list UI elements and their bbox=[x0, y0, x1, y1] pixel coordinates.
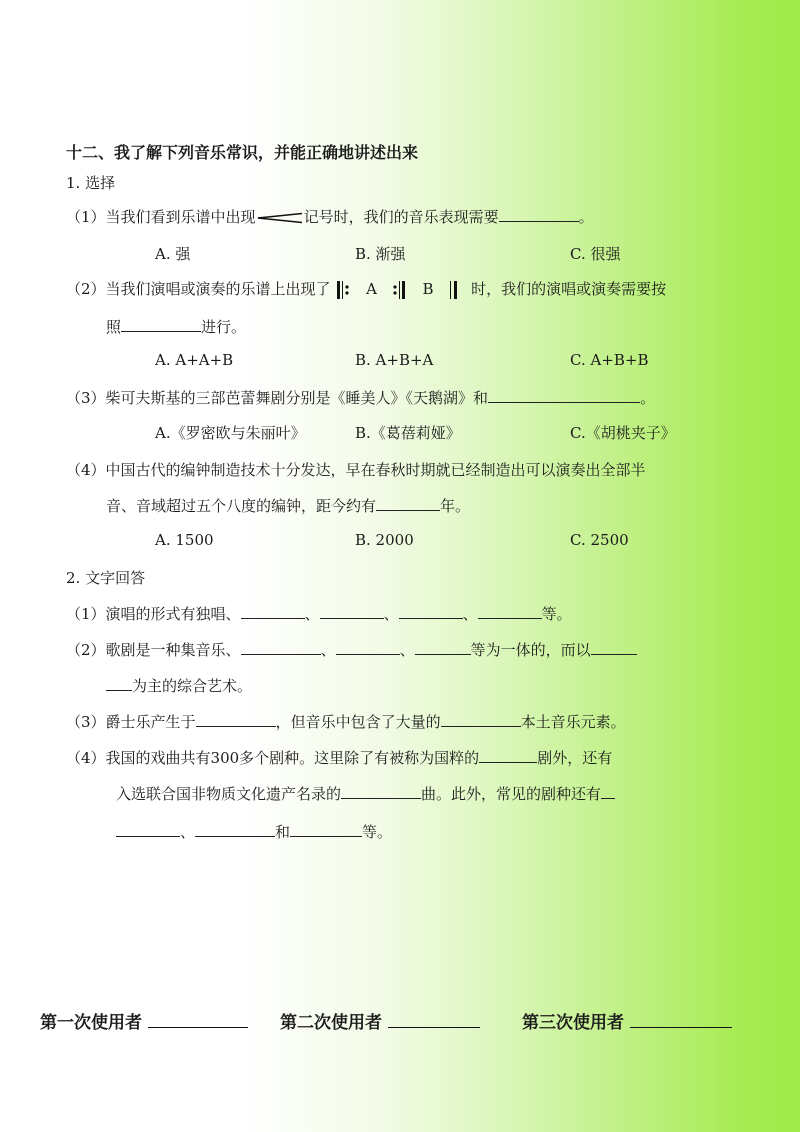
q1-number: （1） bbox=[66, 208, 106, 226]
p2q2-blank-3[interactable] bbox=[415, 640, 471, 655]
crescendo-icon bbox=[256, 212, 304, 224]
p2q4-blank-1[interactable] bbox=[479, 748, 537, 763]
q2-option-c[interactable]: C. A+B+B bbox=[570, 351, 649, 369]
p2q4-blank-4[interactable] bbox=[195, 822, 275, 837]
q1-option-a[interactable]: A. 强 bbox=[155, 245, 191, 263]
part2-q2-line2: 为主的综合艺术。 bbox=[106, 675, 252, 696]
p2q4-blank-5[interactable] bbox=[290, 822, 362, 837]
third-user-blank[interactable] bbox=[630, 1011, 732, 1028]
second-user-blank[interactable] bbox=[388, 1011, 480, 1028]
part1-q4: （4）中国古代的编钟制造技术十分发达，早在春秋时期就已经制造出可以演奏出全部半 bbox=[66, 461, 646, 479]
q2-option-a[interactable]: A. A+A+B bbox=[155, 351, 234, 369]
q3-answer-blank[interactable] bbox=[488, 388, 640, 403]
q3-option-a[interactable]: A.《罗密欧与朱丽叶》 bbox=[155, 424, 306, 442]
footer-third-user: 第三次使用者 bbox=[522, 1008, 732, 1033]
p2q2-blank-2[interactable] bbox=[336, 640, 400, 655]
p2q4-blank-3[interactable] bbox=[601, 784, 615, 799]
footer-first-user: 第一次使用者 bbox=[40, 1008, 248, 1033]
part1-q3: （3）柴可夫斯基的三部芭蕾舞剧分别是《睡美人》《天鹅湖》和 。 bbox=[66, 389, 656, 407]
p2q2-blank-4[interactable] bbox=[591, 640, 637, 655]
q3-option-c[interactable]: C.《胡桃夹子》 bbox=[570, 424, 676, 442]
part2-q4-line3: 、 和 等。 bbox=[116, 821, 392, 842]
p2q1-blank-4[interactable] bbox=[478, 604, 542, 619]
q4-option-c[interactable]: C. 2500 bbox=[570, 531, 629, 549]
repeat-start-icon bbox=[335, 280, 351, 300]
section-title: 十二、我了解下列音乐常识，并能正确地讲述出来 bbox=[66, 143, 419, 162]
p2q3-blank-2[interactable] bbox=[441, 712, 521, 727]
part1-q2-line2: 照 进行。 bbox=[106, 318, 247, 336]
part2-q2: （2）歌剧是一种集音乐、 、 、 等为一体的，而以 bbox=[66, 639, 637, 660]
p2q4-blank-2[interactable] bbox=[341, 784, 421, 799]
p2q2-blank-1[interactable] bbox=[241, 640, 321, 655]
section-b-mark: B bbox=[422, 280, 434, 298]
part1-q1: （1）当我们看到乐谱中出现 记号时，我们的音乐表现需要 。 bbox=[66, 208, 594, 226]
repeat-end-icon bbox=[392, 280, 408, 300]
q1-text-b: 记号时，我们的音乐表现需要 bbox=[303, 208, 499, 226]
q1-text-a: 当我们看到乐谱中出现 bbox=[105, 208, 256, 226]
q1-option-c[interactable]: C. 很强 bbox=[570, 245, 621, 263]
section-a-mark: A bbox=[366, 280, 377, 298]
part2-q1: （1）演唱的形式有独唱、 、 、 、 等。 bbox=[66, 605, 572, 623]
p2q2-blank-4-cont[interactable] bbox=[106, 676, 132, 691]
q4-answer-blank[interactable] bbox=[376, 496, 440, 511]
q1-answer-blank[interactable] bbox=[499, 207, 579, 222]
part2-q3: （3）爵士乐产生于 ，但音乐中包含了大量的 本土音乐元素。 bbox=[66, 713, 626, 731]
part1-q2: （2）当我们演唱或演奏的乐谱上出现了 A B 时，我们的演唱或演奏需要按 bbox=[66, 280, 667, 298]
final-barline-icon bbox=[448, 280, 460, 300]
q2-option-b[interactable]: B. A+B+A bbox=[355, 351, 434, 369]
p2q4-blank-3-cont[interactable] bbox=[116, 822, 180, 837]
p2q1-blank-3[interactable] bbox=[399, 604, 463, 619]
q1-option-b[interactable]: B. 渐强 bbox=[355, 245, 406, 263]
q3-option-b[interactable]: B.《葛蓓莉娅》 bbox=[355, 424, 461, 442]
p2q1-blank-1[interactable] bbox=[241, 604, 305, 619]
part1-heading: 1. 选择 bbox=[66, 174, 116, 192]
footer-second-user: 第二次使用者 bbox=[280, 1008, 480, 1033]
part2-q4: （4）我国的戏曲共有300多个剧种。这里除了有被称为国粹的 剧外，还有 bbox=[66, 749, 613, 767]
q4-option-b[interactable]: B. 2000 bbox=[355, 531, 414, 549]
p2q1-blank-2[interactable] bbox=[320, 604, 384, 619]
q2-answer-blank[interactable] bbox=[121, 317, 201, 332]
part2-heading: 2. 文字回答 bbox=[66, 569, 146, 587]
part1-q4-line2: 音、音域超过五个八度的编钟，距今约有 年。 bbox=[106, 497, 471, 515]
part2-q4-line2: 入选联合国非物质文化遗产名录的 曲。此外，常见的剧种还有 bbox=[116, 783, 615, 804]
q4-option-a[interactable]: A. 1500 bbox=[155, 531, 214, 549]
first-user-blank[interactable] bbox=[148, 1011, 248, 1028]
p2q3-blank-1[interactable] bbox=[196, 712, 276, 727]
